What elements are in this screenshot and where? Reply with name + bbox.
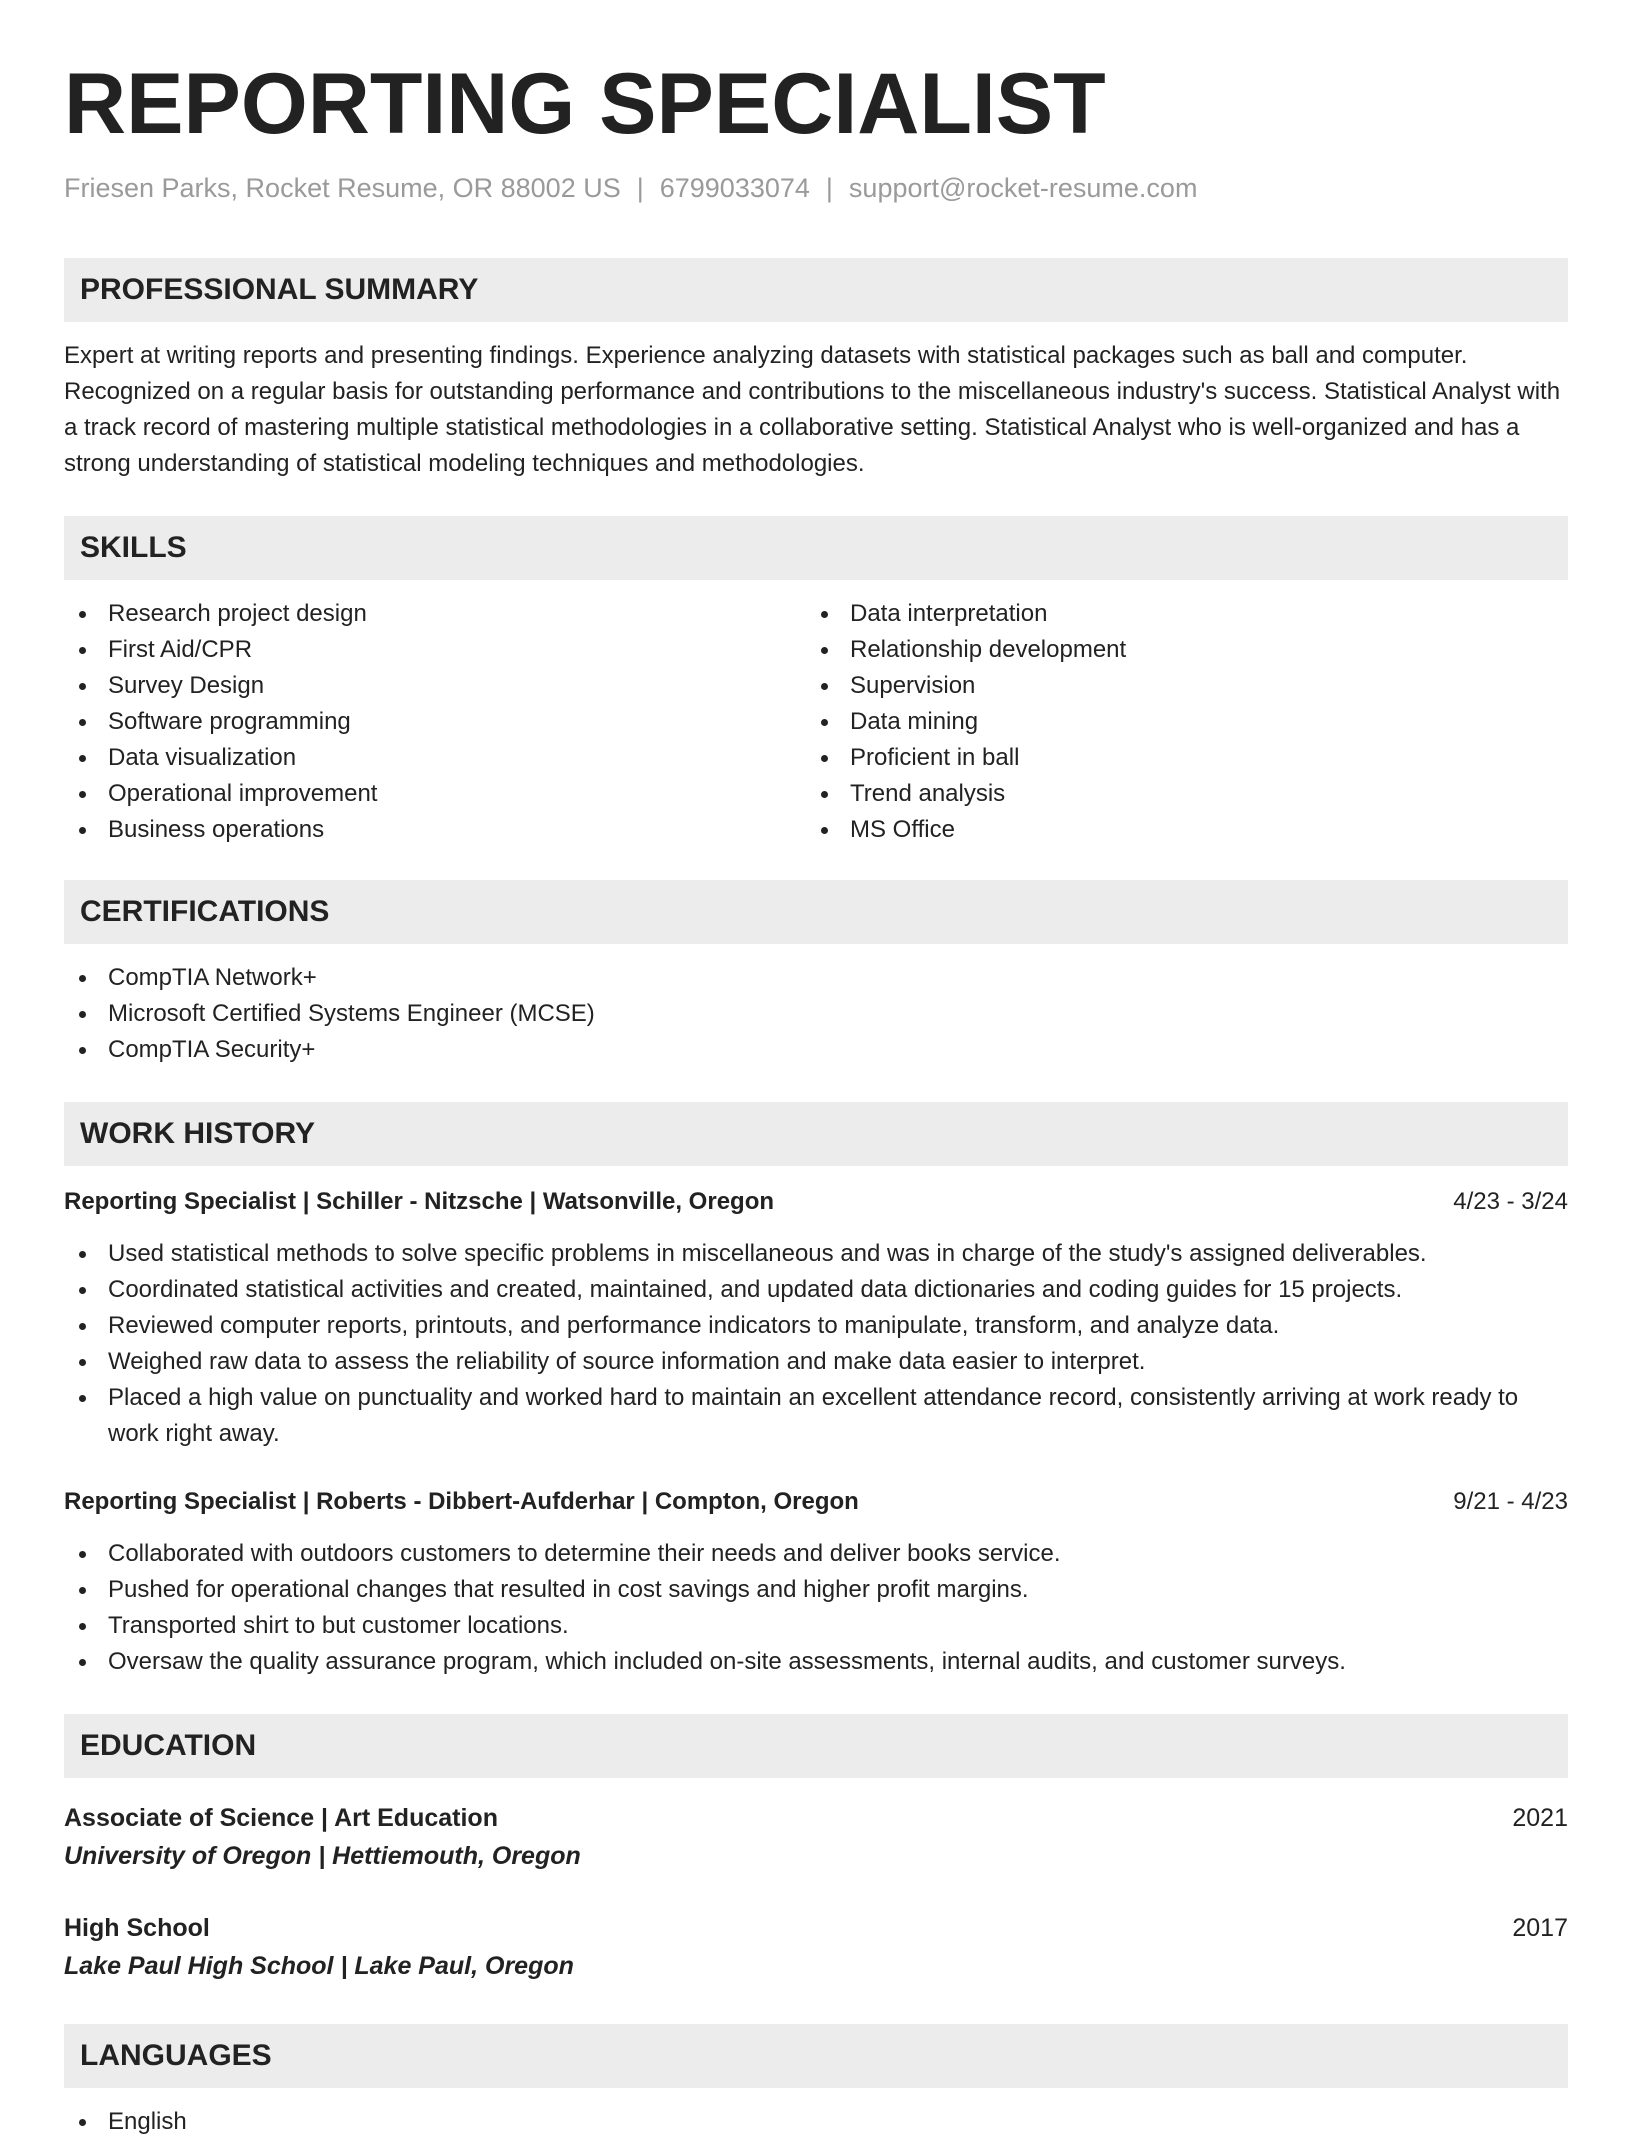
education-degree: High School — [64, 1914, 210, 1942]
certification-item: CompTIA Network+ — [64, 960, 1568, 996]
section-header-languages: LANGUAGES — [64, 2024, 1568, 2088]
summary-text: Expert at writing reports and presenting findings. Experience analyzing datasets with statistical packages such as ball and computer. Recognized on a regular basis for outstanding performance and contributions to the miscellaneous industry's success. Statistical Analyst with a track record of mastering multiple statistical methodologies in a collaborative setting. Statistical Analyst who is well-organized and has a strong understanding of statistical modeling techniques and methodologies. — [64, 342, 1561, 477]
skill-item: Business operations — [64, 812, 806, 848]
education-header — [64, 1800, 1568, 1836]
skill-item: Proficient in ball — [806, 740, 1548, 776]
job-header — [64, 1484, 1568, 1520]
job-bullet: Weighed raw data to assess the reliability of source information and make data easier to interpret. — [64, 1344, 1568, 1380]
skill-item: Software programming — [64, 704, 806, 740]
job-dates: 9/21 - 4/23 — [1453, 1488, 1568, 1515]
resume-page — [64, 48, 1568, 2140]
section-header-education: EDUCATION — [64, 1714, 1568, 1778]
job-title: Reporting Specialist | Schiller - Nitzsche | Watsonville, Oregon — [64, 1188, 775, 1215]
skills-list-left — [64, 596, 806, 848]
contact-separator: | — [636, 173, 644, 203]
job-dates: 4/23 - 3/24 — [1453, 1188, 1568, 1215]
section-header-summary: PROFESSIONAL SUMMARY — [64, 258, 1568, 322]
contact-phone: 6799033074 — [659, 173, 810, 203]
skill-item: Survey Design — [64, 668, 806, 704]
job-title: Reporting Specialist | Roberts - Dibbert-Aufderhar | Compton, Oregon — [64, 1488, 859, 1515]
job-bullets — [64, 1236, 1568, 1452]
skill-item: Data mining — [806, 704, 1548, 740]
contact-address: Friesen Parks, Rocket Resume, OR 88002 US — [64, 173, 621, 203]
job-bullet: Pushed for operational changes that resulted in cost savings and higher profit margins. — [64, 1572, 1568, 1608]
education-degree: Associate of Science | Art Education — [64, 1804, 498, 1832]
job-bullet: Oversaw the quality assurance program, which included on-site assessments, internal audits, and customer surveys. — [64, 1644, 1568, 1680]
languages-list — [64, 2104, 1568, 2140]
language-item: English — [64, 2104, 1568, 2140]
job-bullet: Collaborated with outdoors customers to determine their needs and deliver books service. — [64, 1536, 1568, 1572]
contact-separator: | — [825, 173, 833, 203]
skill-item: MS Office — [806, 812, 1548, 848]
education-header — [64, 1910, 1568, 1946]
skill-item: Trend analysis — [806, 776, 1548, 812]
education-school: Lake Paul High School | Lake Paul, Oregon — [64, 1952, 574, 1980]
job-bullet: Used statistical methods to solve specific problems in miscellaneous and was in charge of the study's assigned deliverables. — [64, 1236, 1568, 1272]
skill-item: Relationship development — [806, 632, 1548, 668]
education-school: University of Oregon | Hettiemouth, Oregon — [64, 1842, 581, 1870]
skill-item: Supervision — [806, 668, 1548, 704]
skills-list-right — [806, 596, 1548, 848]
job-bullet: Coordinated statistical activities and created, maintained, and updated data dictionaries and coding guides for 15 projects. — [64, 1272, 1568, 1308]
job-bullet: Reviewed computer reports, printouts, and performance indicators to manipulate, transform, and analyze data. — [64, 1308, 1568, 1344]
job-bullets — [64, 1536, 1568, 1680]
certification-item: CompTIA Security+ — [64, 1032, 1568, 1068]
certifications-list — [64, 960, 1568, 1068]
resume-title: REPORTING SPECIALIST — [64, 56, 1106, 152]
skills-grid — [64, 596, 1568, 848]
job-bullet: Placed a high value on punctuality and worked hard to maintain an excellent attendance record, consistently arriving at work ready to work right away. — [64, 1380, 1568, 1452]
skill-item: First Aid/CPR — [64, 632, 806, 668]
skill-item: Research project design — [64, 596, 806, 632]
skill-item: Operational improvement — [64, 776, 806, 812]
section-header-certifications: CERTIFICATIONS — [64, 880, 1568, 944]
section-header-skills: SKILLS — [64, 516, 1568, 580]
job-bullet: Transported shirt to but customer locations. — [64, 1608, 1568, 1644]
certification-item: Microsoft Certified Systems Engineer (MCSE) — [64, 996, 1568, 1032]
contact-line — [64, 170, 1568, 206]
contact-email: support@rocket-resume.com — [848, 173, 1198, 203]
education-year: 2021 — [1512, 1804, 1568, 1832]
job-header — [64, 1184, 1568, 1220]
skill-item: Data interpretation — [806, 596, 1548, 632]
education-year: 2017 — [1512, 1914, 1568, 1942]
section-header-work-history: WORK HISTORY — [64, 1102, 1568, 1166]
skill-item: Data visualization — [64, 740, 806, 776]
